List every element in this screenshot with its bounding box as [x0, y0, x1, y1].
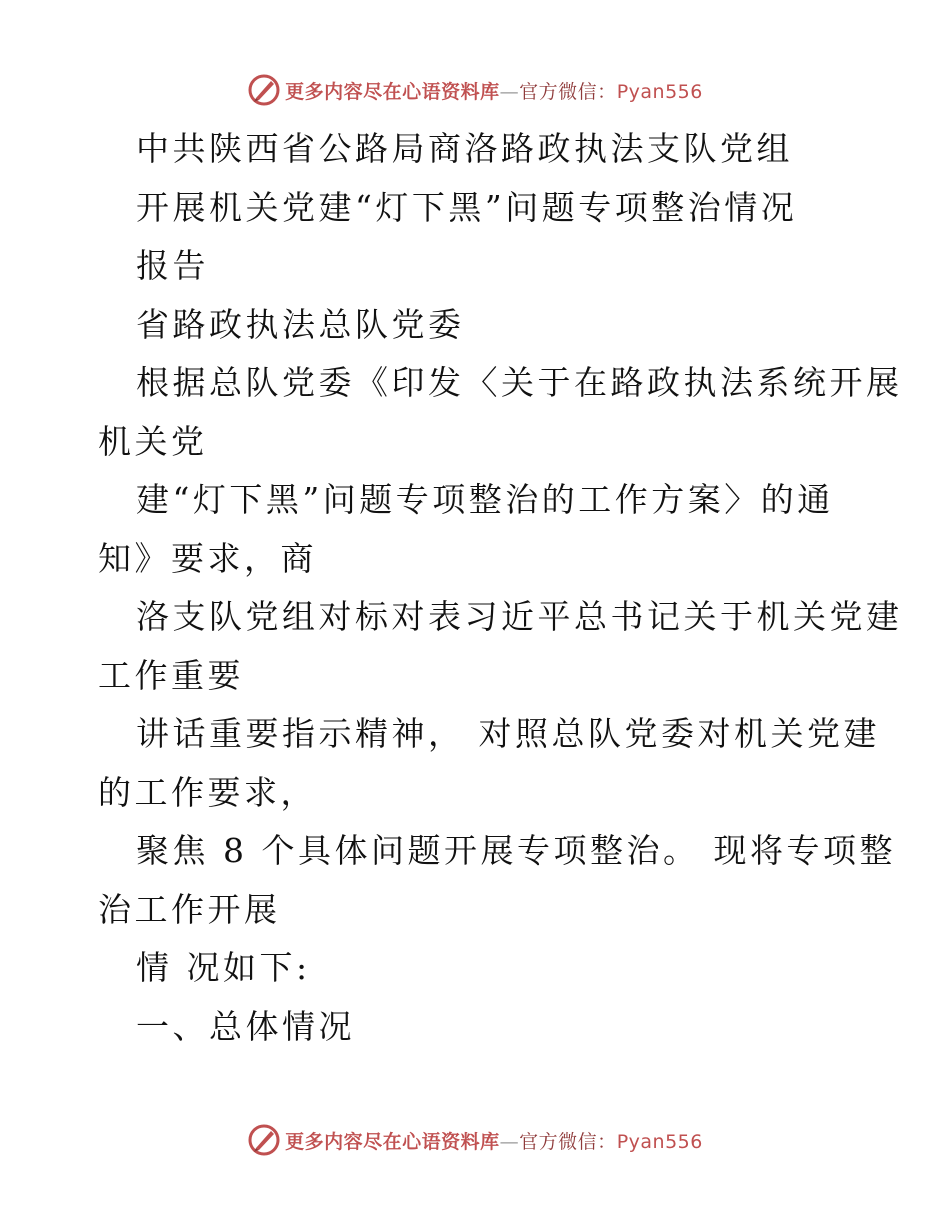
footer-watermark-banner	[0, 1120, 950, 1160]
quill-pen-logo-icon	[247, 73, 281, 107]
quill-pen-logo-icon	[247, 1123, 281, 1157]
paragraph-line: 的工作要求，	[98, 772, 317, 812]
document-body	[98, 120, 903, 1056]
doc-title-line-3: 报告	[136, 246, 209, 285]
section-heading: 一、总体情况	[136, 1006, 355, 1046]
doc-title-line-2: 开展机关党建“灯下黑”问题专项整治情况	[136, 187, 798, 227]
doc-title-line-1: 中共陕西省公路局商洛路政执法支队党组	[136, 129, 793, 168]
paragraph-line: 讲话重要指示精神， 对照总队党委对机关党建	[136, 714, 880, 753]
paragraph-line: 治工作开展	[98, 889, 281, 929]
paragraph-line: 机关党	[98, 421, 208, 461]
banner-text: 更多内容尽在心语资料库—官方微信：Pyan556	[285, 1130, 703, 1153]
paragraph-line: 情 况如下:	[136, 948, 311, 987]
paragraph-line: 建“灯下黑”问题专项整治的工作方案〉的通	[136, 480, 834, 519]
paragraph-line: 知》要求，商	[98, 538, 317, 578]
paragraph-line: 聚焦 8 个具体问题开展专项整治。 现将专项整	[136, 831, 896, 870]
paragraph-line: 根据总队党委《印发〈关于在路政执法系统开展	[136, 363, 903, 402]
banner-text: 更多内容尽在心语资料库—官方微信：Pyan556	[285, 80, 703, 103]
paragraph-line: 工作重要	[98, 655, 244, 695]
addressee-line: 省路政执法总队党委	[136, 304, 465, 344]
header-watermark-banner	[0, 70, 950, 110]
paragraph-line: 洛支队党组对标对表习近平总书记关于机关党建	[136, 597, 903, 636]
